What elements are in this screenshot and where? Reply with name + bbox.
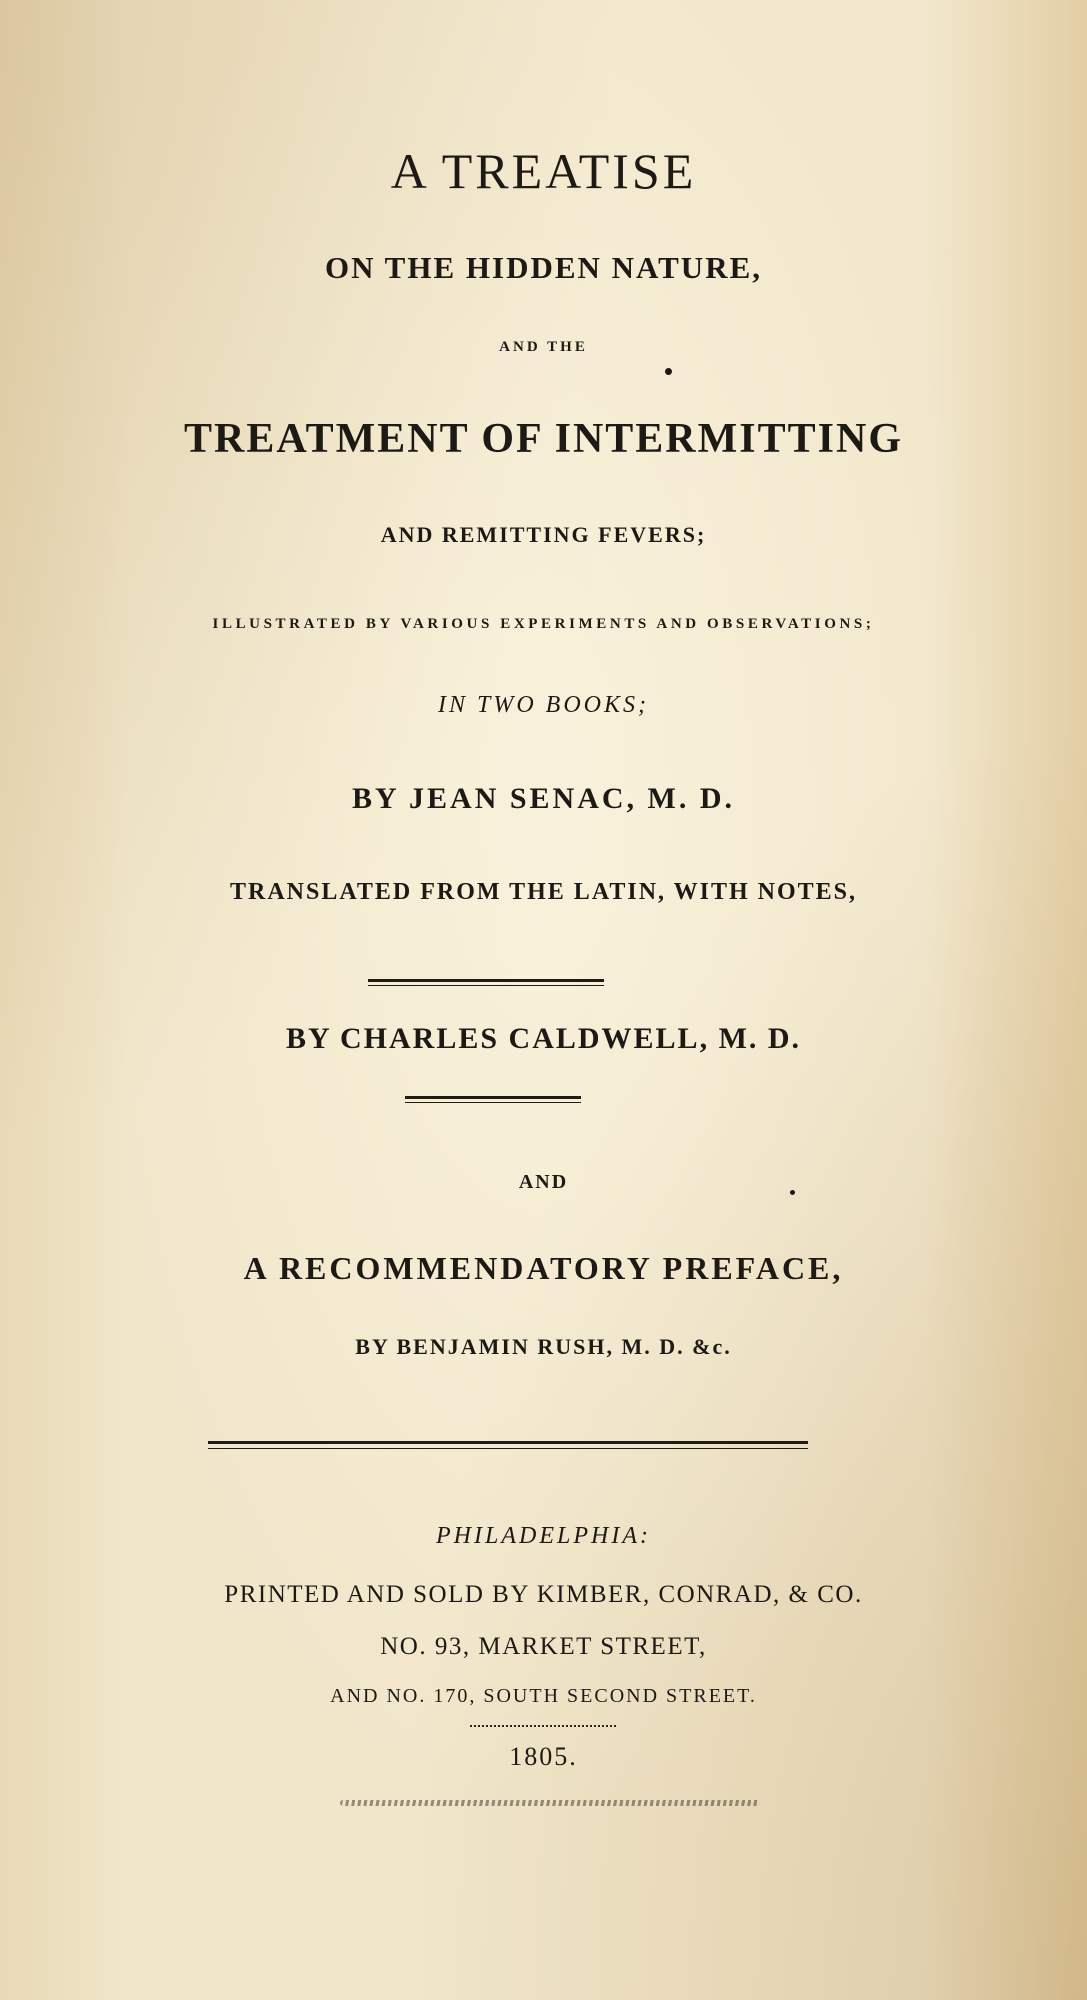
ornamental-rule	[340, 1800, 760, 1806]
preface-line: A RECOMMENDATORY PREFACE,	[243, 1250, 844, 1286]
treatment-line: TREATMENT OF INTERMITTING	[184, 416, 903, 462]
double-rule-divider	[405, 1096, 581, 1103]
book-title: A TREATISE	[390, 143, 697, 199]
books-line: IN TWO BOOKS;	[438, 692, 649, 718]
double-rule-divider	[368, 979, 604, 986]
imprint-year: 1805.	[509, 1742, 578, 1771]
long-double-rule-divider	[208, 1441, 808, 1449]
illustrated-line: ILLUSTRATED BY VARIOUS EXPERIMENTS AND OBSERVATIONS;	[212, 616, 875, 632]
author-line: BY JEAN SENAC, M. D.	[351, 782, 736, 815]
imprint-printer: PRINTED AND SOLD BY KIMBER, CONRAD, & CO.	[224, 1581, 863, 1608]
subtitle-connector: AND THE	[499, 339, 588, 355]
translator-line: BY CHARLES CALDWELL, M. D.	[285, 1022, 802, 1055]
fevers-line: AND REMITTING FEVERS;	[380, 522, 707, 547]
book-subtitle: ON THE HIDDEN NATURE,	[324, 250, 763, 285]
imprint-city: PHILADELPHIA:	[436, 1523, 651, 1549]
translated-line: TRANSLATED FROM THE LATIN, WITH NOTES,	[229, 879, 857, 905]
imprint-address-1: NO. 93, MARKET STREET,	[380, 1633, 707, 1660]
and-line: AND	[518, 1171, 569, 1193]
preface-author-line: BY BENJAMIN RUSH, M. D. &c.	[355, 1334, 732, 1359]
ink-speck	[665, 368, 672, 375]
ink-speck	[790, 1190, 795, 1195]
dotted-rule	[470, 1725, 616, 1727]
imprint-address-2: AND NO. 170, SOUTH SECOND STREET.	[330, 1685, 757, 1707]
